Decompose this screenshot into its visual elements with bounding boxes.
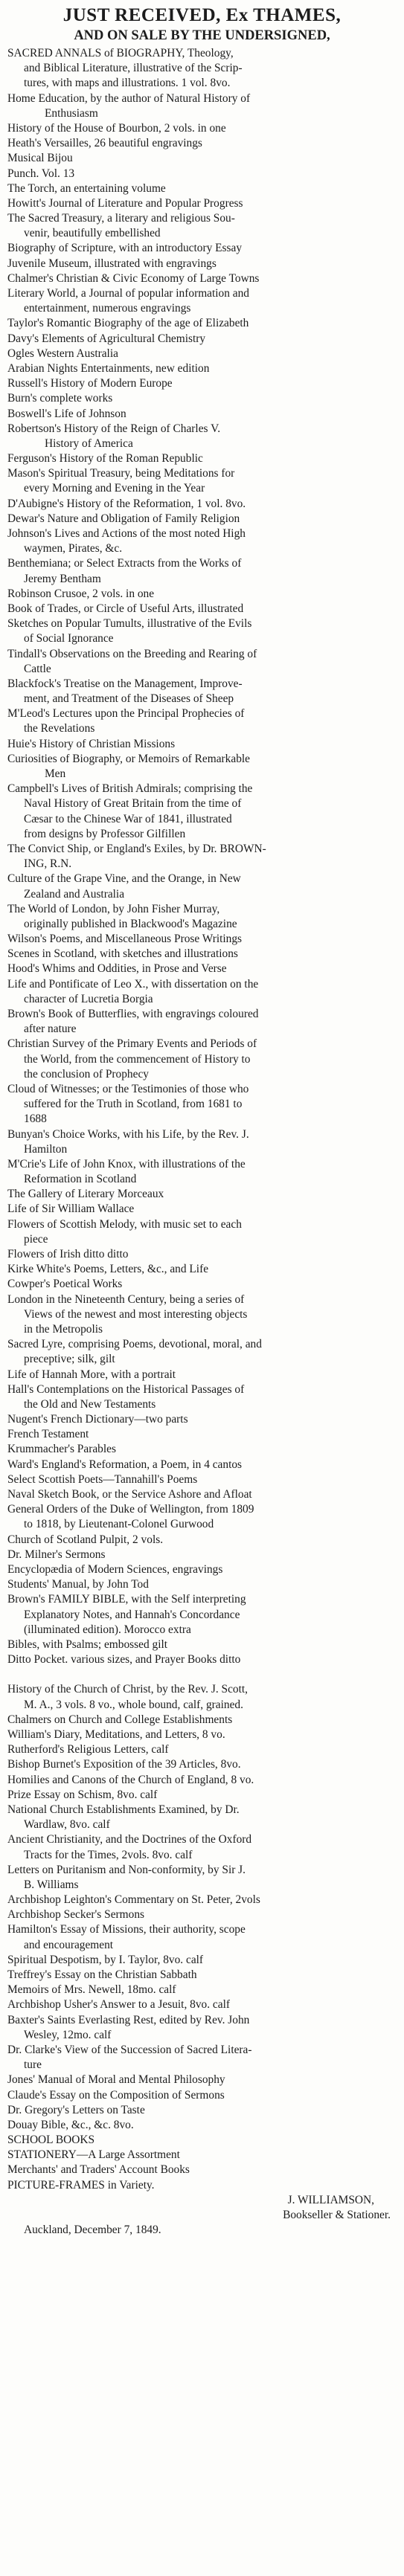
list-line: every Morning and Evening in the Year xyxy=(24,482,205,495)
list-line: Select Scottish Poets—Tannahill's Poems xyxy=(7,1472,198,1486)
list-line: Life of Hannah More, with a portrait xyxy=(7,1368,176,1381)
list-line: Wesley, 12mo. calf xyxy=(24,2028,112,2041)
list-line: Davy's Elements of Agricultural Chemistry xyxy=(7,332,206,345)
list-line: Hamilton's Essay of Missions, their authority, scope xyxy=(7,1923,246,1936)
list-line: Letters on Puritanism and Non-conformity, by Sir J. xyxy=(7,1863,246,1876)
list-line: National Church Establishments Examined, by Dr. xyxy=(7,1803,240,1816)
list-line: Reformation in Scotland xyxy=(24,1173,137,1186)
list-line: the Revelations xyxy=(24,722,95,735)
list-line: Bishop Burnet's Exposition of the 39 Articles, 8vo. xyxy=(7,1758,241,1771)
list-line: Ward's England's Reformation, a Poem, in 4 cantos xyxy=(7,1458,243,1471)
list-line: Jones' Manual of Moral and Mental Philosophy xyxy=(7,2073,225,2087)
list-line: Spiritual Despotism, by I. Taylor, 8vo. calf xyxy=(7,1953,204,1966)
list-line: Brown's Book of Butterflies, with engravings coloured xyxy=(7,1008,259,1020)
list-line: Archbishop Leighton's Commentary on St. Peter, 2vols xyxy=(7,1893,260,1907)
list-line: Life of Sir William Wallace xyxy=(7,1202,135,1216)
list-line: Encyclopædia of Modern Sciences, engravings xyxy=(7,1562,223,1576)
list-line: Life and Pontificate of Leo X., with dissertation on the xyxy=(7,977,259,991)
list-line: and encouragement xyxy=(24,1938,114,1951)
list-line: Biography of Scripture, with an introductory Essay xyxy=(7,242,243,255)
list-line: M'Crie's Life of John Knox, with illustrations of the xyxy=(7,1157,246,1171)
list-line: Hamilton xyxy=(24,1142,68,1156)
list-line: ture xyxy=(24,2058,42,2072)
list-line: History of the House of Bourbon, 2 vols. in one xyxy=(7,121,226,135)
list-line: French Testament xyxy=(7,1428,89,1441)
list-line: in the Metropolis xyxy=(24,1322,103,1336)
list-line: Claude's Essay on the Composition of Sermons xyxy=(7,2088,225,2102)
list-line: Benthemiana; or Select Extracts from the Works of xyxy=(7,557,242,570)
list-line: originally published in Blackwood's Magazine xyxy=(24,917,237,930)
book-list xyxy=(7,46,397,2238)
list-line: Church of Scotland Pulpit, 2 vols. xyxy=(7,1533,164,1546)
list-line: D'Aubigne's History of the Reformation, 1 vol. 8vo. xyxy=(7,497,246,510)
list-line: Dr. Milner's Sermons xyxy=(7,1548,106,1561)
list-line: Merchants' and Traders' Account Books xyxy=(7,2163,190,2177)
list-line: Auckland, December 7, 1849. xyxy=(24,2224,161,2237)
list-line: Burn's complete works xyxy=(7,392,113,405)
list-line: Naval Sketch Book, or the Service Ashore and Afloat xyxy=(7,1488,252,1501)
list-line: Bibles, with Psalms; embossed gilt xyxy=(7,1638,168,1651)
list-line: Hall's Contemplations on the Historical Passages of xyxy=(7,1382,245,1396)
list-line: character of Lucretia Borgia xyxy=(24,992,153,1005)
list-line: Sacred Lyre, comprising Poems, devotional, moral, and xyxy=(7,1338,262,1351)
list-line: M'Leod's Lectures upon the Principal Prophecies of xyxy=(7,707,245,721)
list-line: Dewar's Nature and Obligation of Family Religion xyxy=(7,512,240,525)
list-line: Johnson's Lives and Actions of the most noted High xyxy=(7,527,246,540)
list-line: Scenes in Scotland, with sketches and illustrations xyxy=(7,947,238,961)
list-line: Literary World, a Journal of popular information and xyxy=(7,287,250,300)
list-line: the Old and New Testaments xyxy=(24,1397,156,1411)
list-line: Juvenile Museum, illustrated with engravings xyxy=(7,257,217,270)
list-line: after nature xyxy=(24,1023,77,1036)
list-line: SCHOOL BOOKS xyxy=(7,2134,95,2147)
list-line: Chalmers on Church and College Establishments xyxy=(7,1713,233,1726)
list-line: the conclusion of Prophecy xyxy=(24,1067,149,1081)
list-line: Hood's Whims and Oddities, in Prose and Verse xyxy=(7,962,227,976)
list-line: STATIONERY—A Large Assortment xyxy=(7,2148,180,2162)
headline-just-received: JUST RECEIVED, Ex THAMES, xyxy=(62,5,342,25)
list-line: entertainment, numerous engravings xyxy=(24,302,191,315)
list-line: The World of London, by John Fisher Murray, xyxy=(7,902,220,915)
list-line: Culture of the Grape Vine, and the Orange, in New xyxy=(7,872,241,886)
list-line: (illuminated edition). Morocco extra xyxy=(24,1623,191,1636)
list-line: Ancient Christianity, and the Doctrines of the Oxford xyxy=(7,1833,252,1846)
list-line: Christian Survey of the Primary Events and Periods of xyxy=(7,1037,257,1051)
list-line: London in the Nineteenth Century, being a series of xyxy=(7,1292,245,1306)
list-line: Nugent's French Dictionary—two parts xyxy=(7,1413,188,1426)
list-line: Boswell's Life of Johnson xyxy=(7,407,126,420)
list-line: Wilson's Poems, and Miscellaneous Prose Writings xyxy=(7,933,243,946)
list-line: Rutherford's Religious Letters, calf xyxy=(7,1743,169,1756)
list-line: The Sacred Treasury, a literary and religious Sou- xyxy=(7,212,235,225)
list-line: Bunyan's Choice Works, with his Life, by the Rev. J. xyxy=(7,1127,249,1141)
list-line: Homilies and Canons of the Church of England, 8 vo. xyxy=(7,1773,254,1786)
list-line: Campbell's Lives of British Admirals; comprising the xyxy=(7,782,253,796)
list-line: Home Education, by the author of Natural History of xyxy=(7,91,251,105)
list-line: Cæsar to the Chinese War of 1841, illustrated xyxy=(24,812,232,825)
list-line: The Convict Ship, or England's Exiles, by Dr. BROWN- xyxy=(7,842,266,855)
list-line: SACRED ANNALS of BIOGRAPHY, Theology, xyxy=(7,47,234,59)
list-line: of Social Ignorance xyxy=(24,632,114,645)
list-line: History of America xyxy=(45,437,133,450)
list-line: Tracts for the Times, 2vols. 8vo. calf xyxy=(24,1848,193,1861)
list-line: Zealand and Australia xyxy=(24,887,125,901)
list-line: Prize Essay on Schism, 8vo. calf xyxy=(7,1788,158,1801)
list-line: and Biblical Literature, illustrative of the Scrip- xyxy=(24,62,243,75)
headline-on-sale: AND ON SALE BY THE UNDERSIGNED, xyxy=(74,28,330,43)
list-line: waymen, Pirates, &c. xyxy=(24,542,123,556)
list-line: 1688 xyxy=(24,1112,47,1126)
list-line: Baxter's Saints Everlasting Rest, edited by Rev. John xyxy=(7,2013,250,2026)
list-line: M. A., 3 vols. 8 vo., whole bound, calf, grained. xyxy=(24,1698,243,1711)
list-line: Enthusiasm xyxy=(45,106,98,120)
list-line: preceptive; silk, gilt xyxy=(24,1353,115,1366)
list-line: Wardlaw, 8vo. calf xyxy=(24,1818,110,1832)
list-line: Kirke White's Poems, Letters, &c., and Life xyxy=(7,1263,209,1276)
list-line: venir, beautifully embellished xyxy=(24,227,161,240)
list-line: Naval History of Great Britain from the time of xyxy=(24,797,242,811)
list-line: Views of the newest and most interesting objects xyxy=(24,1307,248,1321)
list-line: Chalmer's Christian & Civic Economy of Large Towns xyxy=(7,271,260,285)
list-line: Krummacher's Parables xyxy=(7,1443,116,1456)
list-line: Howitt's Journal of Literature and Popular Progress xyxy=(7,196,243,210)
list-line: Memoirs of Mrs. Newell, 18mo. calf xyxy=(7,1983,176,1997)
list-line: Blackfock's Treatise on the Management, Improve- xyxy=(7,677,243,690)
list-line: Book of Trades, or Circle of Useful Arts, illustrated xyxy=(7,602,244,615)
list-line: Punch. Vol. 13 xyxy=(7,167,75,180)
list-line: to 1818, by Lieutenant-Colonel Gurwood xyxy=(24,1518,214,1531)
list-line: Sketches on Popular Tumults, illustrative of the Evils xyxy=(7,617,252,631)
list-line: Tindall's Observations on the Breeding and Rearing of xyxy=(7,647,257,660)
list-line: Robinson Crusoe, 2 vols. in one xyxy=(7,587,155,600)
list-line: B. Williams xyxy=(24,1878,79,1891)
list-line: tures, with maps and illustrations. 1 vol. 8vo. xyxy=(24,77,231,90)
list-line: The Torch, an entertaining volume xyxy=(7,181,166,195)
list-line: Men xyxy=(45,767,66,780)
list-line: General Orders of the Duke of Wellington, from 1809 xyxy=(7,1503,254,1516)
list-line: PICTURE-FRAMES in Variety. xyxy=(7,2178,155,2192)
list-line: Dr. Gregory's Letters on Taste xyxy=(7,2103,145,2116)
list-line: Ferguson's History of the Roman Republic xyxy=(7,452,203,466)
list-line: Jeremy Bentham xyxy=(24,572,101,585)
list-line: Dr. Clarke's View of the Succession of Sacred Litera- xyxy=(7,2043,252,2056)
list-line: J. WILLIAMSON, xyxy=(287,2193,374,2206)
list-line: Bookseller & Stationer. xyxy=(283,2209,391,2221)
list-line: Russell's History of Modern Europe xyxy=(7,377,173,390)
list-line: The Gallery of Literary Morceaux xyxy=(7,1188,164,1201)
list-line: Brown's FAMILY BIBLE, with the Self interpreting xyxy=(7,1593,246,1606)
list-line: piece xyxy=(24,1232,48,1246)
list-line: ment, and Treatment of the Diseases of Sheep xyxy=(24,692,234,706)
list-line: Huie's History of Christian Missions xyxy=(7,737,176,750)
list-line: suffered for the Truth in Scotland, from 1681 to xyxy=(24,1098,243,1111)
list-line: Mason's Spiritual Treasury, being Meditations for xyxy=(7,467,235,480)
list-line: Treffrey's Essay on the Christian Sabbath xyxy=(7,1968,197,1981)
list-line: Archbishop Secker's Sermons xyxy=(7,1908,145,1922)
list-line: Archbishop Usher's Answer to a Jesuit, 8vo. calf xyxy=(7,1998,230,2012)
list-line: History of the Church of Christ, by the Rev. J. Scott, xyxy=(7,1683,249,1696)
list-line: Heath's Versailles, 26 beautiful engravings xyxy=(7,137,202,150)
list-line: Douay Bible, &c., &c. 8vo. xyxy=(7,2118,134,2131)
list-line: Students' Manual, by John Tod xyxy=(7,1578,149,1591)
list-line: ING, R.N. xyxy=(24,857,72,871)
list-line: Robertson's History of the Reign of Charles V. xyxy=(7,422,221,435)
list-line: Arabian Nights Entertainments, new edition xyxy=(7,361,210,375)
list-line: Cloud of Witnesses; or the Testimonies of those who xyxy=(7,1082,249,1095)
list-line: from designs by Professor Gilfillen xyxy=(24,827,186,840)
list-line xyxy=(7,1667,397,1682)
list-line: the World, from the commencement of History to xyxy=(24,1052,251,1066)
list-line: Cowper's Poetical Works xyxy=(7,1278,123,1291)
list-line: Ditto Pocket. various sizes, and Prayer Books ditto xyxy=(7,1653,241,1667)
list-line: Ogles Western Australia xyxy=(7,347,118,360)
list-line: Flowers of Irish ditto ditto xyxy=(7,1248,129,1260)
list-line: Musical Bijou xyxy=(7,152,73,165)
list-line: Curiosities of Biography, or Memoirs of Remarkable xyxy=(7,752,250,765)
list-line: Flowers of Scottish Melody, with music set to each xyxy=(7,1217,242,1231)
list-line: Cattle xyxy=(24,662,51,675)
list-line: Explanatory Notes, and Hannah's Concordance xyxy=(24,1608,240,1621)
list-line: William's Diary, Meditations, and Letters, 8 vo. xyxy=(7,1728,225,1741)
list-line: Taylor's Romantic Biography of the age of Elizabeth xyxy=(7,317,249,330)
